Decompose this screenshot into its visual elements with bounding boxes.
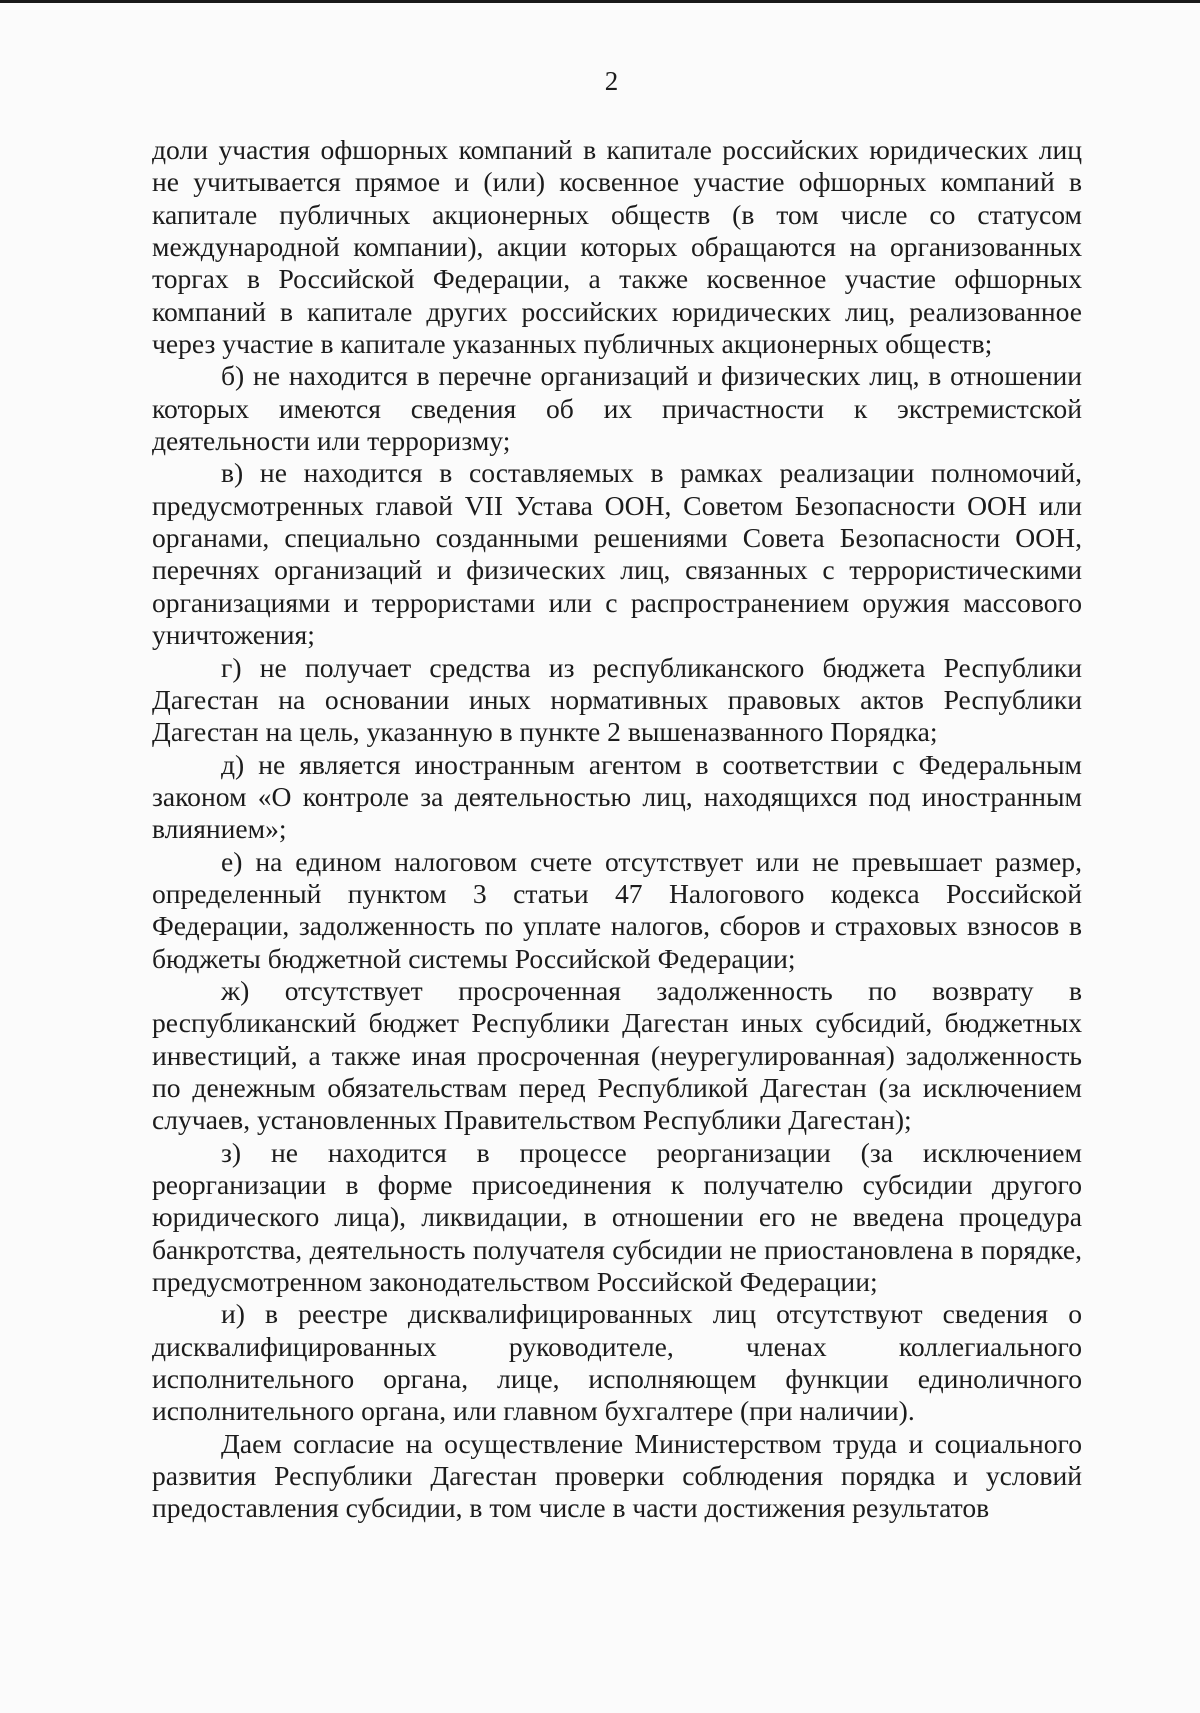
paragraph-item-d: д) не является иностранным агентом в соответствии с Федеральным законом «О контроле за деятельностью лиц, находящихся под иностранным влиянием»; — [152, 748, 1082, 845]
paragraph-item-zh: ж) отсутствует просроченная задолженность по возврату в республиканский бюджет Республики Дагестан иных субсидий, бюджетных инвестиций, а также иная просроченная (неурегулированная) задолженность по денежным обязательствам перед Республикой Дагестан (за исключением случаев, установленных Правительством Республики Дагестан); — [152, 974, 1082, 1136]
scan-top-edge — [0, 0, 1200, 3]
paragraph-item-g: г) не получает средства из республиканского бюджета Республики Дагестан на основании иных нормативных правовых актов Республики Дагестан на цель, указанную в пункте 2 вышеназванного Порядка; — [152, 651, 1082, 748]
document-body — [152, 134, 1082, 1525]
paragraph-item-e: е) на едином налоговом счете отсутствует или не превышает размер, определенный пунктом 3 статьи 47 Налогового кодекса Российской Федерации, задолженность по уплате налогов, сборов и страховых взносов в бюджеты бюджетной системы Российской Федерации; — [152, 845, 1082, 974]
page-number: 2 — [604, 66, 619, 96]
paragraph-item-b: б) не находится в перечне организаций и физических лиц, в отношении которых имеются сведения об их причастности к экстремистской деятельности или терроризму; — [152, 360, 1082, 457]
paragraph-item-z: з) не находится в процессе реорганизации (за исключением реорганизации в форме присоединения к получателю субсидии другого юридического лица), ликвидации, в отношении его не введена процедура банкротства, деятельность получателя субсидии не приостановлена в порядке, предусмотренном законодательством Российской Федерации; — [152, 1136, 1082, 1298]
paragraph-item-v: в) не находится в составляемых в рамках реализации полномочий, предусмотренных главой VII Устава ООН, Советом Безопасности ООН или органами, специально созданными решениями Совета Безопасности ООН, перечнях организаций и физических лиц, связанных с террористическими организациями и террористами или с распространением оружия массового уничтожения; — [152, 457, 1082, 651]
paragraph-item-i: и) в реестре дисквалифицированных лиц отсутствуют сведения о дисквалифицированных руководителе, членах коллегиального исполнительного органа, лице, исполняющем функции единоличного исполнительного органа, или главном бухгалтере (при наличии). — [152, 1298, 1082, 1427]
paragraph-intro: доли участия офшорных компаний в капитале российских юридических лиц не учитывается прямое и (или) косвенное участие офшорных компаний в капитале публичных акционерных обществ (в том числе со статусом международной компании), акции которых обращаются на организованных торгах в Российской Федерации, а также косвенное участие офшорных компаний в капитале других российских юридических лиц, реализованное через участие в капитале указанных публичных акционерных обществ; — [152, 134, 1082, 360]
paragraph-consent: Даем согласие на осуществление Министерством труда и социального развития Республики Дагестан проверки соблюдения порядка и условий предоставления субсидии, в том числе в части достижения результатов — [152, 1427, 1082, 1524]
